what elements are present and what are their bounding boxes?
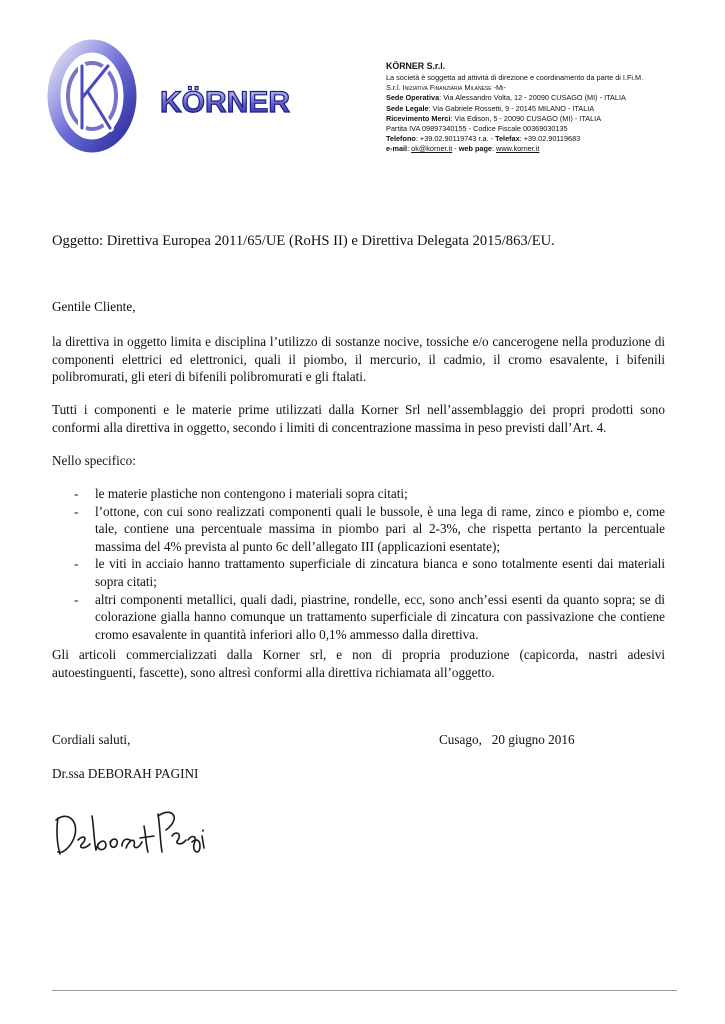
signer-name: Dr.ssa DEBORAH PAGINI <box>52 766 199 781</box>
logo-wordmark: KÖRNER <box>160 86 291 119</box>
paragraph-2: Tutti i componenti e le materie prime utilizzati dalla Korner Srl nell’assemblaggio dei propri prodotti sono conformi alla direttiva in oggetto, secondo i limiti di concentrazione massima in peso previsti dall’Art. 4. <box>52 402 665 435</box>
sede-operativa: Sede Operativa: Via Alessandro Volta, 12 - 20090 CUSAGO (MI) - ITALIA <box>386 93 626 103</box>
website-link[interactable]: www.korner.it <box>496 144 540 154</box>
greeting: Gentile Cliente, <box>52 299 136 314</box>
letter-subject: Oggetto: Direttiva Europea 2011/65/UE (RoHS II) e Direttiva Delegata 2015/863/EU. <box>52 233 555 249</box>
list-item: - altri componenti metallici, quali dadi, piastrine, rondelle, ecc, sono anch’essi esenti da quanto sopra; se di colorazione gialla hanno comunque un trattamento superficiale di zincatura con passivazione che contiene cromo esavalente in quantità inferiori allo 0,1% ammesso dalla direttiva. <box>74 591 665 642</box>
phone-line: Telefono: +39.02.90119743 r.a. - Telefax: +39.02.90119683 <box>386 134 581 144</box>
specifics-list <box>52 485 665 643</box>
signature-text: Deborah Pagini <box>50 796 57 797</box>
korner-logo <box>42 36 292 156</box>
place-date: Cusago, 20 giugno 2016 <box>439 732 575 747</box>
list-item: - le viti in acciaio hanno trattamento superficiale di zincatura bianca e sono totalmente esenti dai materiali sopra citati; <box>74 556 665 589</box>
company-info <box>386 60 716 155</box>
paragraph-4: Gli articoli commercializzati dalla Korner srl, e non di propria produzione (capicorda, nastri adesivi autoestinguenti, fascette), sono altresì conformi alla direttiva richiamata all’oggetto. <box>52 647 665 680</box>
list-item: - l’ottone, con cui sono realizzati componenti quali le bussole, è una lega di rame, zinco e piombo e, come tale, contiene una percentuale massima in piombo pari al 2-3%, che rispetta pertanto la percentuale massima del 4% prevista al punto 6c dell’allegato III (applicazioni esentate); <box>74 503 665 554</box>
list-item: - le materie plastiche non contengono i materiali sopra citati; <box>74 486 408 501</box>
partita-iva: Partita IVA 09897340155 - Codice Fiscale 00369030135 <box>386 124 568 134</box>
ricevimento-merci: Ricevimento Merci: Via Edison, 5 - 20090 CUSAGO (MI) - ITALIA <box>386 113 602 123</box>
company-line-2: S.r.l. Iniziativa Finanziaria Milanese -Mi- <box>386 83 506 93</box>
closing: Cordiali saluti, <box>52 732 131 747</box>
sede-legale: Sede Legale: Via Gabriele Rossetti, 9 - 20145 MILANO - ITALIA <box>386 103 595 113</box>
footer-divider <box>52 990 677 991</box>
paragraph-3: Nello specifico: <box>52 453 136 468</box>
handwritten-signature <box>50 796 210 864</box>
company-line-1: La società è soggetta ad attività di direzione e coordinamento da parte di I.Fi.M. <box>386 73 644 82</box>
company-name: KÖRNER S.r.l. <box>386 61 446 71</box>
email-link[interactable]: ok@korner.it <box>411 144 453 154</box>
contact-line: e-mail: ok@korner.it - web page: www.korner.it <box>386 144 540 154</box>
paragraph-1: la direttiva in oggetto limita e disciplina l’utilizzo di sostanze nocive, tossiche e/o cancerogene nella produzione di componenti elettrici ed elettronici, quali il piombo, il mercurio, il cadmio, il cromo esavalente, i bifenili polibromurati, gli eteri di bifenili polibromurati e gli ftalati. <box>52 334 665 385</box>
